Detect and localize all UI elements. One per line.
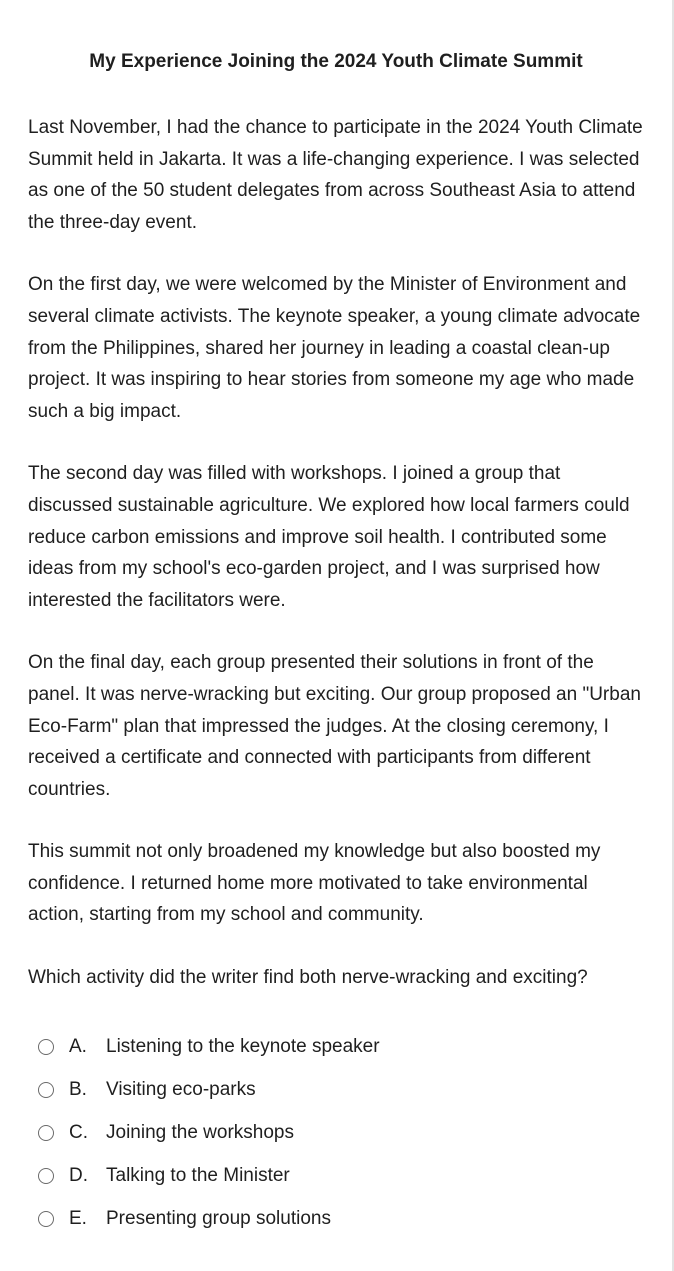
option-e[interactable]	[38, 1198, 648, 1241]
option-letter: A.	[69, 1036, 87, 1058]
answer-options	[38, 1026, 648, 1241]
paragraph-2: On the first day, we were welcomed by the Minister of Environment and several climate activists. The keynote speaker, a young climate advocate from the Philippines, shared her journey in leading a coastal clean-up project. It was inspiring to hear stories from someone my age who made such a big impact.	[28, 274, 641, 422]
radio-button-icon[interactable]	[38, 1039, 54, 1055]
passage-title: My Experience Joining the 2024 Youth Climate Summit	[89, 51, 583, 72]
option-label: Talking to the Minister	[106, 1165, 290, 1187]
radio-button-icon[interactable]	[38, 1082, 54, 1098]
option-b[interactable]	[38, 1069, 648, 1112]
option-c[interactable]	[38, 1112, 648, 1155]
option-a[interactable]	[38, 1026, 648, 1069]
question-text: Which activity did the writer find both nerve-wracking and exciting?	[28, 967, 588, 989]
radio-button-icon[interactable]	[38, 1168, 54, 1184]
option-d[interactable]	[38, 1155, 648, 1198]
option-letter: B.	[69, 1079, 87, 1101]
radio-button-icon[interactable]	[38, 1211, 54, 1227]
option-label: Visiting eco-parks	[106, 1079, 256, 1101]
paragraph-1: Last November, I had the chance to participate in the 2024 Youth Climate Summit held in Jakarta. It was a life-changing experience. I was selected as one of the 50 student delegates from across Southeast Asia to attend the three-day event.	[28, 117, 643, 233]
option-label: Joining the workshops	[106, 1122, 294, 1144]
paragraph-5: This summit not only broadened my knowledge but also boosted my confidence. I returned home more motivated to take environmental action, starting from my school and community.	[28, 841, 601, 926]
radio-button-icon[interactable]	[38, 1125, 54, 1141]
option-label: Listening to the keynote speaker	[106, 1036, 380, 1058]
option-letter: E.	[69, 1208, 87, 1230]
option-letter: D.	[69, 1165, 88, 1187]
option-letter: C.	[69, 1122, 88, 1144]
passage-body	[28, 112, 648, 931]
paragraph-3: The second day was filled with workshops. I joined a group that discussed sustainable agriculture. We explored how local farmers could reduce carbon emissions and improve soil health. I contributed some ideas from my school's eco-garden project, and I was surprised how interested the facilitators were.	[28, 463, 630, 611]
option-label: Presenting group solutions	[106, 1208, 331, 1230]
reading-passage-page	[28, 0, 648, 1257]
paragraph-4: On the final day, each group presented their solutions in front of the panel. It was nerve-wracking but exciting. Our group proposed an "Urban Eco-Farm" plan that impressed the judges. At the closing ceremony, I received a certificate and connected with participants from different countries.	[28, 652, 641, 800]
